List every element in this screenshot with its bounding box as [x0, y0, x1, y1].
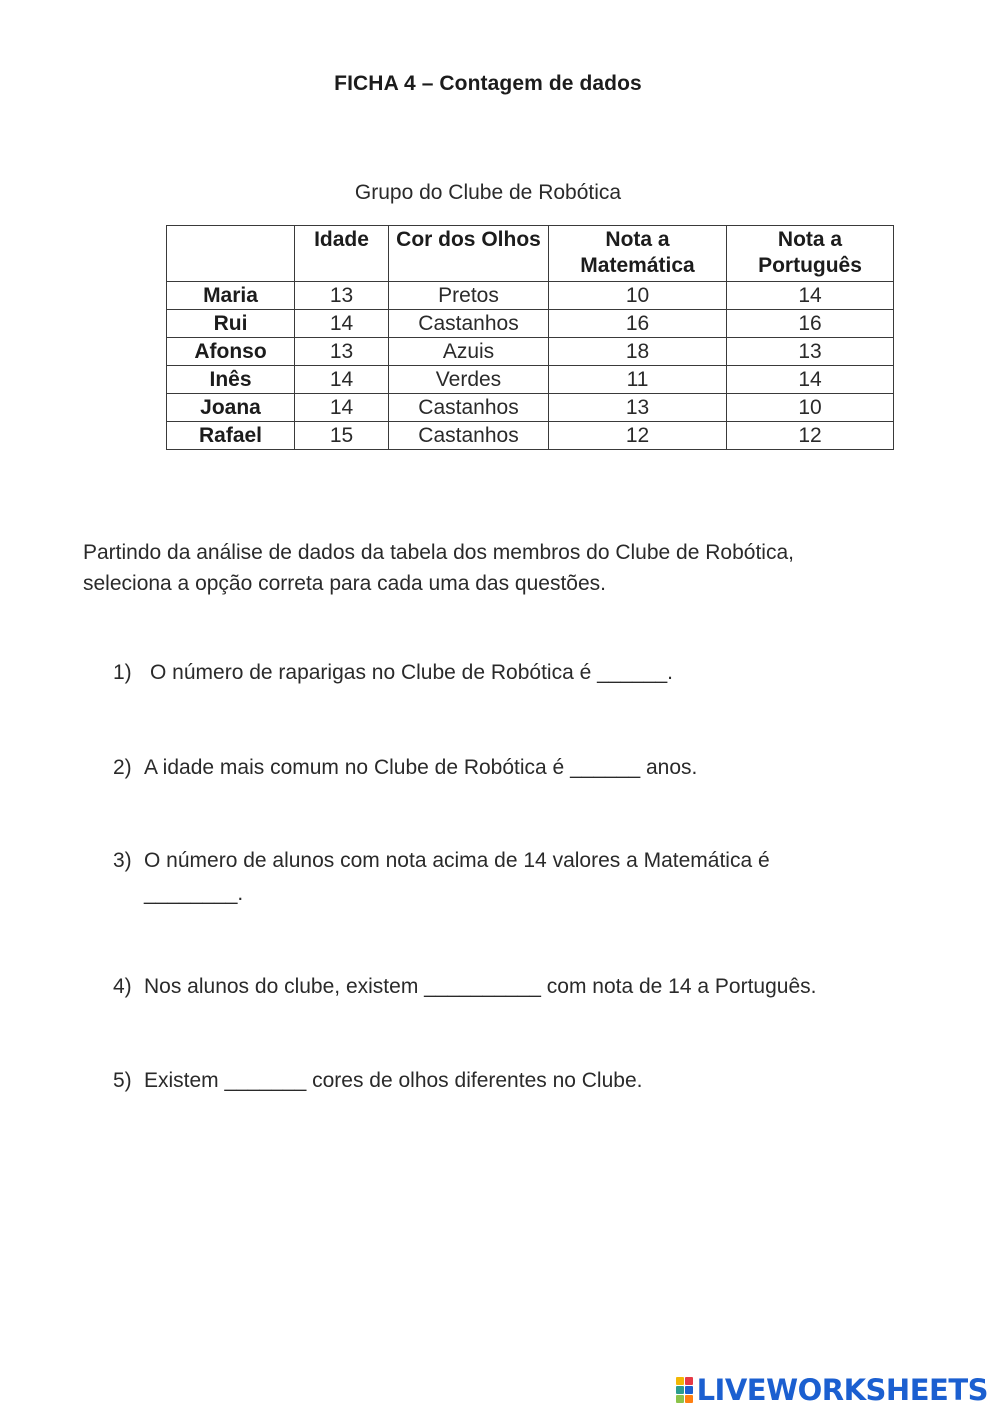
- member-eye-color: Pretos: [389, 282, 549, 310]
- member-name: Inês: [167, 366, 295, 394]
- member-age: 14: [295, 310, 389, 338]
- member-math-grade: 10: [549, 282, 727, 310]
- column-header-eye-color: Cor dos Olhos: [389, 226, 549, 282]
- member-math-grade: 16: [549, 310, 727, 338]
- club-members-table: [166, 225, 894, 450]
- member-portuguese-grade: 14: [727, 282, 894, 310]
- member-portuguese-grade: 16: [727, 310, 894, 338]
- worksheet-title: FICHA 4 – Contagem de dados: [334, 72, 642, 95]
- instructions-line: Partindo da análise de dados da tabela dos membros do Clube de Robótica,: [83, 541, 794, 564]
- question-number: 5): [113, 1069, 132, 1092]
- member-math-grade: 11: [549, 366, 727, 394]
- table-row: [167, 310, 894, 338]
- question-2: [113, 751, 893, 784]
- column-header-name: [167, 226, 295, 282]
- question-4: [113, 970, 893, 1003]
- member-age: 13: [295, 282, 389, 310]
- table-row: [167, 394, 894, 422]
- member-portuguese-grade: 14: [727, 366, 894, 394]
- question-1: [113, 656, 893, 689]
- question-3: [113, 844, 893, 910]
- question-number: 2): [113, 756, 132, 779]
- question-number: 4): [113, 975, 132, 998]
- table-row: [167, 282, 894, 310]
- question-text: Nos alunos do clube, existem __________ com nota de 14 a Português.: [144, 975, 817, 998]
- question-text: Existem _______ cores de olhos diferentes no Clube.: [144, 1069, 643, 1092]
- member-portuguese-grade: 13: [727, 338, 894, 366]
- instructions-paragraph: [83, 537, 895, 599]
- question-text: O número de alunos com nota acima de 14 valores a Matemática é: [144, 849, 770, 872]
- question-text: O número de raparigas no Clube de Robótica é ______.: [150, 661, 674, 684]
- question-number: 3): [113, 849, 132, 872]
- question-number: 1): [113, 661, 132, 684]
- member-name: Joana: [167, 394, 295, 422]
- logo-tile: [685, 1377, 693, 1385]
- table-caption: Grupo do Clube de Robótica: [354, 181, 622, 204]
- table-row: [167, 422, 894, 450]
- member-name: Rafael: [167, 422, 295, 450]
- table-header-row: [167, 226, 894, 282]
- logo-tile: [685, 1386, 693, 1394]
- member-eye-color: Azuis: [389, 338, 549, 366]
- brand-name: LIVEWORKSHEETS: [696, 1373, 988, 1407]
- logo-tile: [676, 1377, 684, 1385]
- liveworksheets-brand: [676, 1374, 988, 1406]
- logo-tile: [676, 1386, 684, 1394]
- column-header-age: Idade: [295, 226, 389, 282]
- member-name: Rui: [167, 310, 295, 338]
- liveworksheets-logo-icon: [676, 1377, 693, 1403]
- member-portuguese-grade: 10: [727, 394, 894, 422]
- member-math-grade: 13: [549, 394, 727, 422]
- question-5: [113, 1064, 893, 1097]
- member-eye-color: Castanhos: [389, 310, 549, 338]
- member-name: Afonso: [167, 338, 295, 366]
- column-header-portuguese-grade: Nota a Português: [727, 226, 894, 282]
- member-eye-color: Castanhos: [389, 422, 549, 450]
- member-math-grade: 18: [549, 338, 727, 366]
- member-name: Maria: [167, 282, 295, 310]
- member-portuguese-grade: 12: [727, 422, 894, 450]
- question-continuation: ________.: [144, 882, 244, 905]
- member-eye-color: Castanhos: [389, 394, 549, 422]
- member-age: 14: [295, 366, 389, 394]
- member-age: 15: [295, 422, 389, 450]
- member-age: 14: [295, 394, 389, 422]
- table-row: [167, 338, 894, 366]
- table-row: [167, 366, 894, 394]
- member-math-grade: 12: [549, 422, 727, 450]
- logo-tile: [676, 1395, 684, 1403]
- member-age: 13: [295, 338, 389, 366]
- member-eye-color: Verdes: [389, 366, 549, 394]
- column-header-math-grade: Nota a Matemática: [549, 226, 727, 282]
- instructions-line: seleciona a opção correta para cada uma das questões.: [83, 572, 607, 595]
- logo-tile: [685, 1395, 693, 1403]
- question-text: A idade mais comum no Clube de Robótica é ______ anos.: [144, 756, 698, 779]
